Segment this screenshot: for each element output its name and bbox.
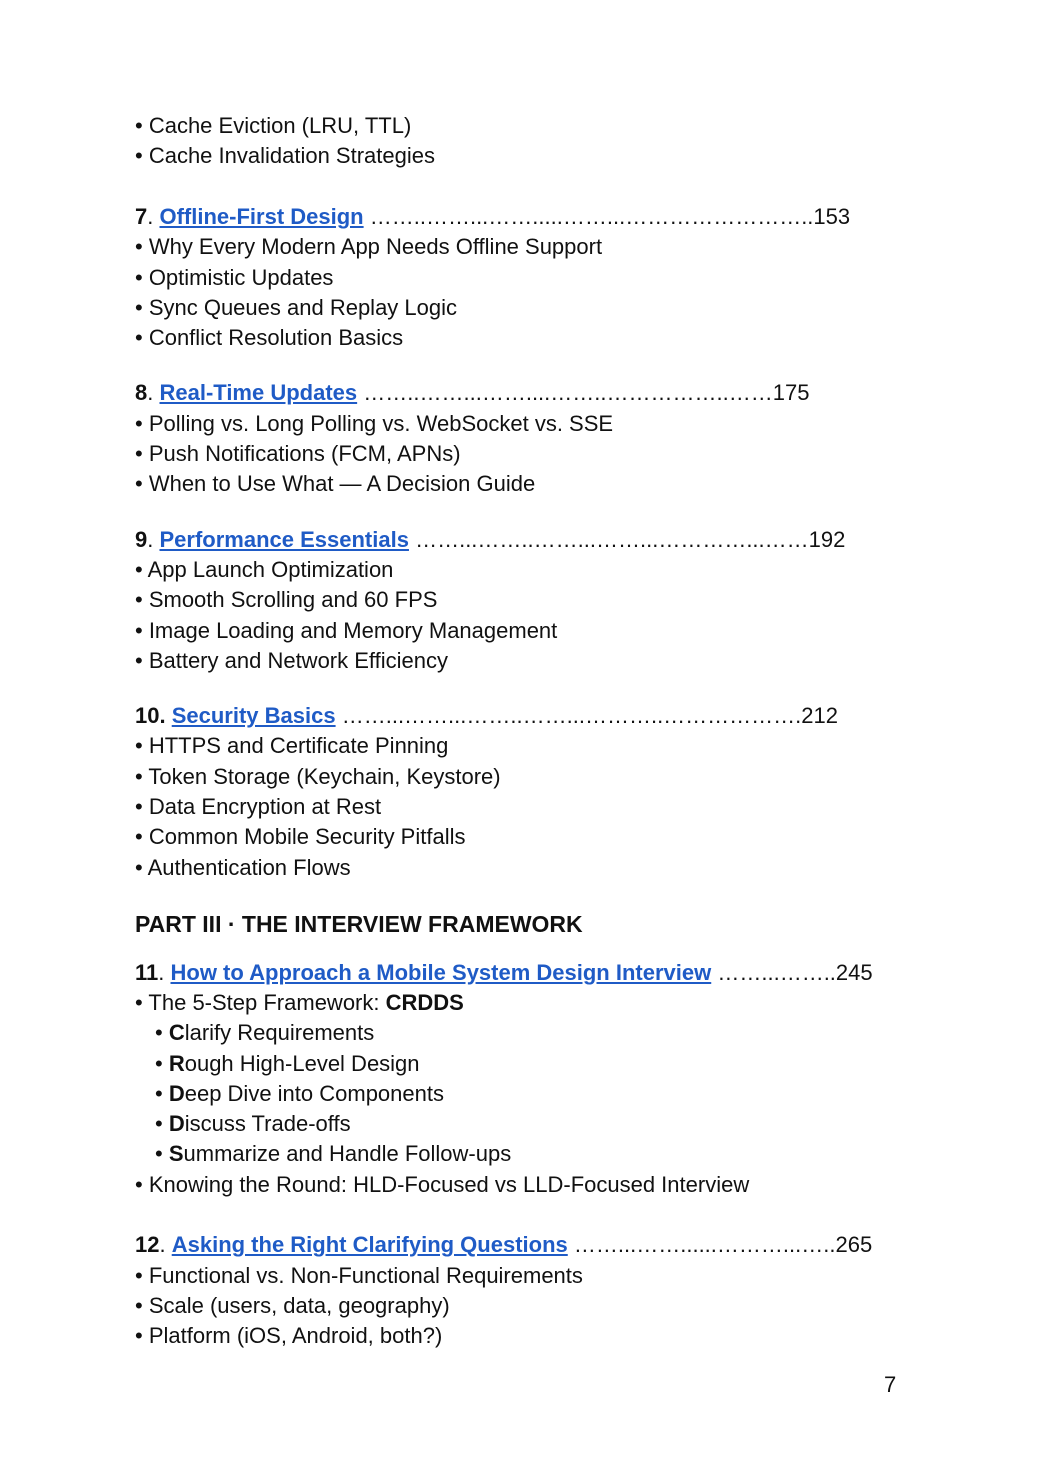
step-letter: C [168, 1020, 185, 1045]
entry-separator: . [147, 527, 160, 552]
framework-step [155, 1141, 511, 1167]
step-text: ough High-Level Design [184, 1051, 420, 1076]
toc-entry-8 [135, 380, 809, 406]
entry-link[interactable]: Security Basics [171, 703, 336, 728]
toc-item: • Why Every Modern App Needs Offline Support [135, 234, 603, 259]
toc-item: • When to Use What — A Decision Guide [135, 471, 536, 496]
step-letter: S [168, 1141, 184, 1166]
entry-number: 11 [135, 960, 159, 985]
entry-link[interactable]: How to Approach a Mobile System Design Interview [170, 960, 712, 985]
page-ref: 192 [808, 527, 846, 552]
step-bullet: • [155, 1081, 169, 1106]
page-number: 7 [884, 1372, 897, 1397]
part-heading: PART III · THE INTERVIEW FRAMEWORK [135, 911, 583, 937]
entry-link[interactable]: Asking the Right Clarifying Questions [171, 1232, 568, 1257]
page-ref: 153 [813, 204, 851, 229]
page-ref: 212 [801, 703, 839, 728]
page-ref: 245 [835, 960, 873, 985]
toc-item: • Platform (iOS, Android, both?) [135, 1323, 443, 1348]
framework-step [155, 1111, 351, 1137]
toc-item: • Smooth Scrolling and 60 FPS [135, 587, 438, 612]
entry-number: 12 [135, 1232, 160, 1257]
toc-item: • HTTPS and Certificate Pinning [135, 733, 449, 758]
leader-dots: ……..……...……....……..……………..…… [363, 380, 773, 405]
leader-dots: ……...……......………...….. [573, 1232, 836, 1257]
toc-item: • Optimistic Updates [135, 265, 334, 290]
toc-item: • Knowing the Round: HLD-Focused vs LLD-Focused Interview [135, 1172, 750, 1197]
step-letter: D [168, 1111, 185, 1136]
toc-entry-7 [135, 204, 850, 230]
framework-name: CRDDS [385, 990, 464, 1015]
entry-number: 7 [135, 204, 148, 229]
entry-separator: . [158, 960, 171, 985]
toc-item: • Polling vs. Long Polling vs. WebSocket vs. SSE [135, 411, 614, 436]
toc-item: • Authentication Flows [135, 855, 351, 880]
leader-dots: ……...……..……...……...…………...…… [415, 527, 809, 552]
toc-entry-11 [135, 960, 873, 986]
leader-dots: ……..……...…….....……...…………………….. [369, 204, 814, 229]
framework-label: • The 5-Step Framework: [135, 990, 386, 1015]
entry-number: 10. [135, 703, 166, 728]
step-bullet: • [155, 1051, 169, 1076]
framework-step [155, 1051, 420, 1077]
toc-item: • Scale (users, data, geography) [135, 1293, 450, 1318]
leader-dots: ……...…….. [717, 960, 836, 985]
toc-item: • Sync Queues and Replay Logic [135, 295, 458, 320]
toc-item: • Push Notifications (FCM, APNs) [135, 441, 461, 466]
entry-separator: . [147, 204, 160, 229]
step-text: larify Requirements [184, 1020, 375, 1045]
step-bullet: • [155, 1141, 169, 1166]
step-text: iscuss Trade-offs [184, 1111, 351, 1136]
entry-link[interactable]: Performance Essentials [159, 527, 409, 552]
toc-item: • Common Mobile Security Pitfalls [135, 824, 466, 849]
toc-item: • Functional vs. Non-Functional Requirements [135, 1263, 583, 1288]
step-text: eep Dive into Components [184, 1081, 444, 1106]
framework-step [155, 1081, 444, 1107]
step-text: ummarize and Handle Follow-ups [183, 1141, 512, 1166]
step-letter: R [168, 1051, 185, 1076]
entry-separator: . [159, 1232, 172, 1257]
toc-item: • Battery and Network Efficiency [135, 648, 448, 673]
page-ref: 175 [772, 380, 810, 405]
entry-separator: . [147, 380, 160, 405]
framework-step [155, 1020, 374, 1046]
toc-item: • Data Encryption at Rest [135, 794, 382, 819]
entry-number: 9 [135, 527, 148, 552]
toc-item [135, 990, 464, 1016]
toc-item: • Cache Invalidation Strategies [135, 143, 435, 168]
toc-item: • Token Storage (Keychain, Keystore) [135, 764, 501, 789]
entry-link[interactable]: Offline-First Design [159, 204, 364, 229]
toc-item: • Cache Eviction (LRU, TTL) [135, 113, 412, 138]
page-ref: 265 [835, 1232, 873, 1257]
toc-entry-10 [135, 703, 838, 729]
leader-dots: ……...……...……..……...………..………………. [341, 703, 802, 728]
step-bullet: • [155, 1111, 169, 1136]
step-letter: D [168, 1081, 185, 1106]
entry-number: 8 [135, 380, 148, 405]
toc-entry-12 [135, 1232, 872, 1258]
toc-item: • Image Loading and Memory Management [135, 618, 558, 643]
step-bullet: • [155, 1020, 169, 1045]
toc-item: • App Launch Optimization [135, 557, 394, 582]
toc-entry-9 [135, 527, 845, 553]
entry-link[interactable]: Real-Time Updates [159, 380, 358, 405]
toc-item: • Conflict Resolution Basics [135, 325, 404, 350]
